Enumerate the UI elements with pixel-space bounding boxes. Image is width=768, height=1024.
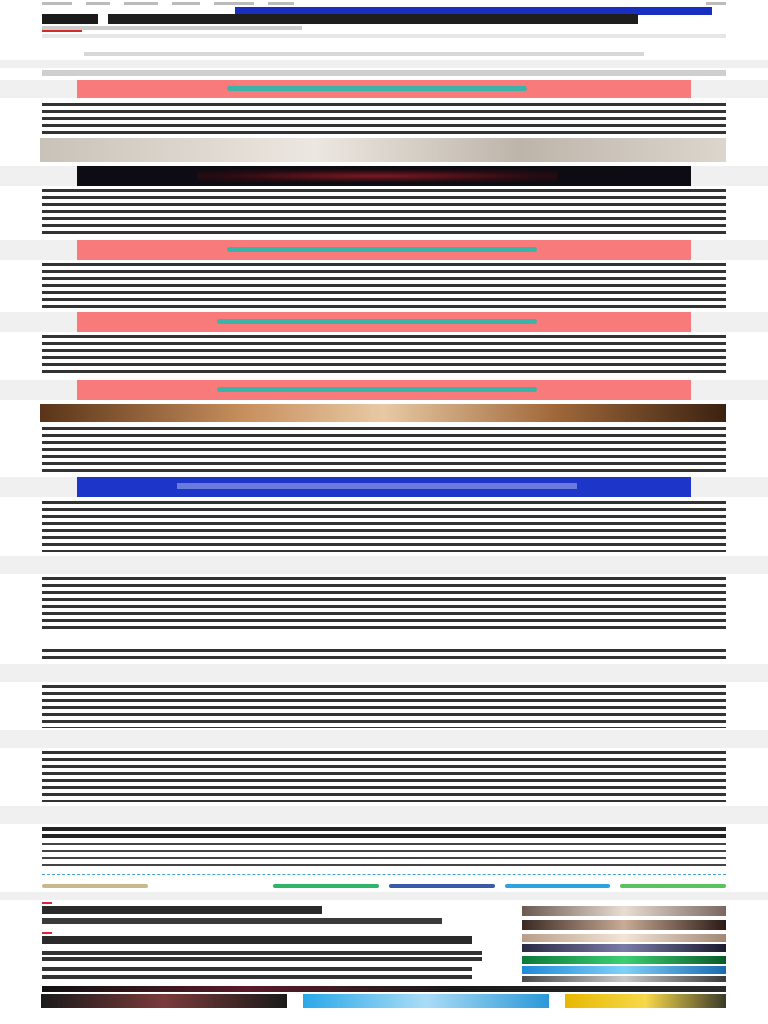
separator-band	[0, 806, 768, 824]
article-photo	[40, 404, 726, 422]
separator-band	[0, 556, 768, 574]
article-paragraph	[42, 500, 726, 552]
section-accent	[42, 932, 52, 934]
lead-paragraph	[42, 70, 726, 76]
share-button[interactable]	[505, 884, 611, 888]
meta-accent-line	[42, 30, 82, 32]
article-paragraph	[42, 826, 726, 838]
related-thumb[interactable]	[522, 944, 726, 952]
article-photo	[40, 138, 726, 162]
article-paragraph	[42, 262, 726, 308]
article-paragraph	[42, 102, 726, 136]
ad-banner[interactable]	[77, 380, 691, 400]
separator-band	[0, 730, 768, 748]
page-title	[108, 14, 638, 24]
ad-graphic	[197, 170, 557, 182]
top-nav	[42, 0, 726, 6]
bottom-card-image[interactable]	[303, 994, 549, 1008]
nav-item[interactable]	[268, 2, 294, 5]
related-item[interactable]	[42, 966, 472, 982]
article-paragraph	[42, 648, 726, 660]
separator-band	[0, 664, 768, 682]
related-thumb[interactable]	[522, 976, 726, 982]
related-thumb[interactable]	[522, 966, 726, 974]
share-button[interactable]	[273, 884, 379, 888]
nav-item[interactable]	[124, 2, 158, 5]
article-paragraph	[42, 188, 726, 236]
section-accent	[42, 902, 52, 904]
ad-banner[interactable]	[77, 477, 691, 497]
related-thumb[interactable]	[522, 920, 726, 930]
nav-item[interactable]	[214, 2, 254, 5]
share-bar	[42, 884, 726, 890]
ad-banner[interactable]	[77, 240, 691, 260]
article-paragraph	[42, 576, 726, 630]
ad-banner[interactable]	[77, 312, 691, 332]
related-thumb[interactable]	[522, 906, 726, 916]
article-paragraph	[42, 684, 726, 728]
article-paragraph	[42, 334, 726, 376]
related-item[interactable]	[42, 950, 482, 962]
lead-caption	[84, 52, 644, 56]
related-thumb[interactable]	[522, 934, 726, 942]
lead-line	[42, 34, 726, 38]
ad-graphic	[227, 247, 537, 252]
site-logo[interactable]	[42, 14, 98, 24]
related-thumb[interactable]	[522, 956, 726, 964]
share-button[interactable]	[620, 884, 726, 888]
ad-banner[interactable]	[77, 80, 691, 98]
share-button[interactable]	[389, 884, 495, 888]
ad-graphic	[227, 86, 527, 91]
related-item[interactable]	[42, 936, 472, 944]
related-item[interactable]	[42, 918, 442, 924]
ad-graphic	[177, 483, 577, 489]
ad-banner[interactable]	[77, 166, 691, 186]
article-paragraph	[42, 426, 726, 472]
separator-band	[0, 892, 768, 900]
bottom-strip	[42, 986, 726, 992]
article-paragraph	[42, 750, 726, 802]
related-slider-track[interactable]	[42, 874, 726, 881]
nav-item[interactable]	[42, 2, 72, 5]
bottom-card-image[interactable]	[565, 994, 726, 1008]
ad-graphic	[217, 319, 537, 324]
share-button[interactable]	[42, 884, 148, 888]
nav-item[interactable]	[706, 2, 726, 5]
bottom-card-image[interactable]	[41, 994, 287, 1008]
share-button[interactable]	[158, 884, 264, 888]
related-heading	[42, 906, 322, 914]
article-paragraph	[42, 842, 726, 868]
separator-band	[0, 60, 768, 68]
nav-item[interactable]	[172, 2, 200, 5]
ad-graphic	[217, 387, 537, 392]
nav-item[interactable]	[86, 2, 110, 5]
